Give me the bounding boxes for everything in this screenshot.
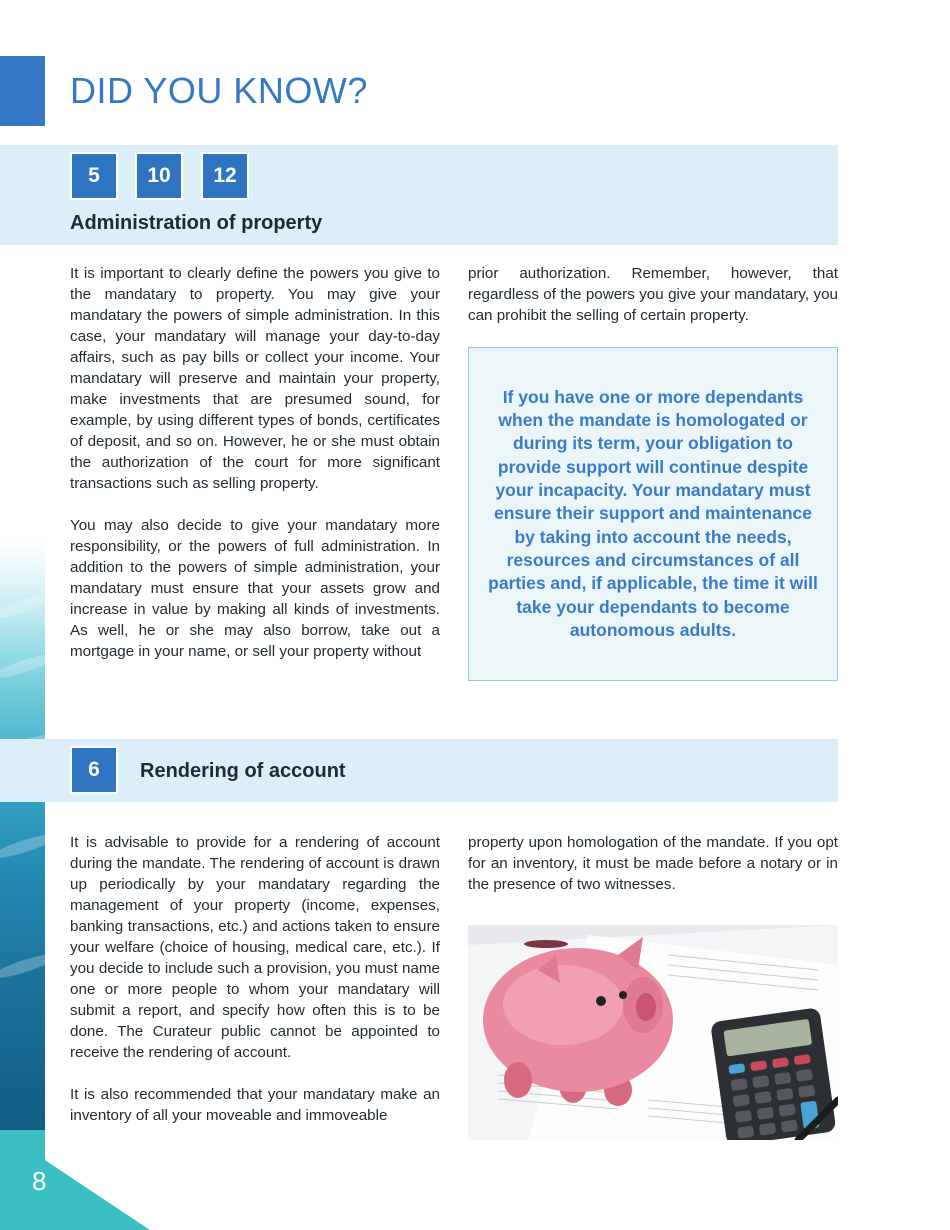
callout-text: If you have one or more dependants when the mandate is homologated or during its term, your obligation to provide support will continue despite your incapacity. Your mandatary must ensure their support and maintenance by taking into account the needs, resources and circumstances of all parties and, if applicable, the time it will take your dependants to become autonomous adults. (488, 386, 818, 640)
title-accent-bar (0, 56, 45, 126)
left-column (70, 263, 440, 662)
piggy-bank-calculator-photo (468, 925, 838, 1140)
paragraph: It is also recommended that your mandatary make an inventory of all your moveable and immoveable (70, 1086, 440, 1124)
page-number: 8 (32, 1166, 47, 1196)
paragraph: It is advisable to provide for a rendering of account during the mandate. The rendering of account is drawn up periodically by your mandatary regarding the management of your property (income, expenses, banking transactions, etc.) and actions taken to ensure your welfare (choice of housing, medical care, etc.). If you decide to include such a provision, you must name one or more people to whom your mandatary will submit a report, and specify how often this is to be done. The Curateur public cannot be appointed to receive the rendering of account. (70, 834, 440, 1061)
page-title: DID YOU KNOW? (70, 70, 368, 111)
section-heading: Rendering of account (140, 760, 346, 782)
page-corner-triangle (0, 1130, 150, 1230)
reference-number-badge: 6 (70, 746, 118, 794)
left-column (70, 832, 440, 1126)
paragraph: It is important to clearly define the powers you give to the mandatary to property. You may give your mandatary the powers of simple administration. In this case, your mandatary will manage your day-to-day affairs, such as pay bills or collect your income. Your mandatary will preserve and maintain your property, make investments that are presumed sound, for example, by using different types of bonds, certificates of deposit, and so on. However, he or she must obtain the authorization of the court for more significant transactions such as selling property. (70, 265, 440, 492)
right-column (468, 263, 838, 326)
right-column (468, 832, 838, 895)
reference-number-badge: 10 (135, 152, 183, 200)
piggy-bank-illustration (468, 925, 838, 1140)
paragraph: You may also decide to give your mandatary more responsibility, or the powers of full administration. In addition to the powers of simple administration, your mandatary must ensure that your assets grow and increase in value by making all kinds of investments. As well, he or she may also borrow, take out a mortgage in your name, or sell your property without (70, 517, 440, 660)
reference-number-badge: 5 (70, 152, 118, 200)
paragraph: prior authorization. Remember, however, that regardless of the powers you give your mandatary, you can prohibit the selling of certain property. (468, 265, 838, 324)
reference-number-badge: 12 (201, 152, 249, 200)
section-heading: Administration of property (70, 212, 323, 234)
paragraph: property upon homologation of the mandate. If you opt for an inventory, it must be made before a notary or in the presence of two witnesses. (468, 834, 838, 893)
decorative-wave-band (0, 540, 45, 1150)
callout-box (468, 347, 838, 681)
section-header-band (0, 739, 838, 802)
